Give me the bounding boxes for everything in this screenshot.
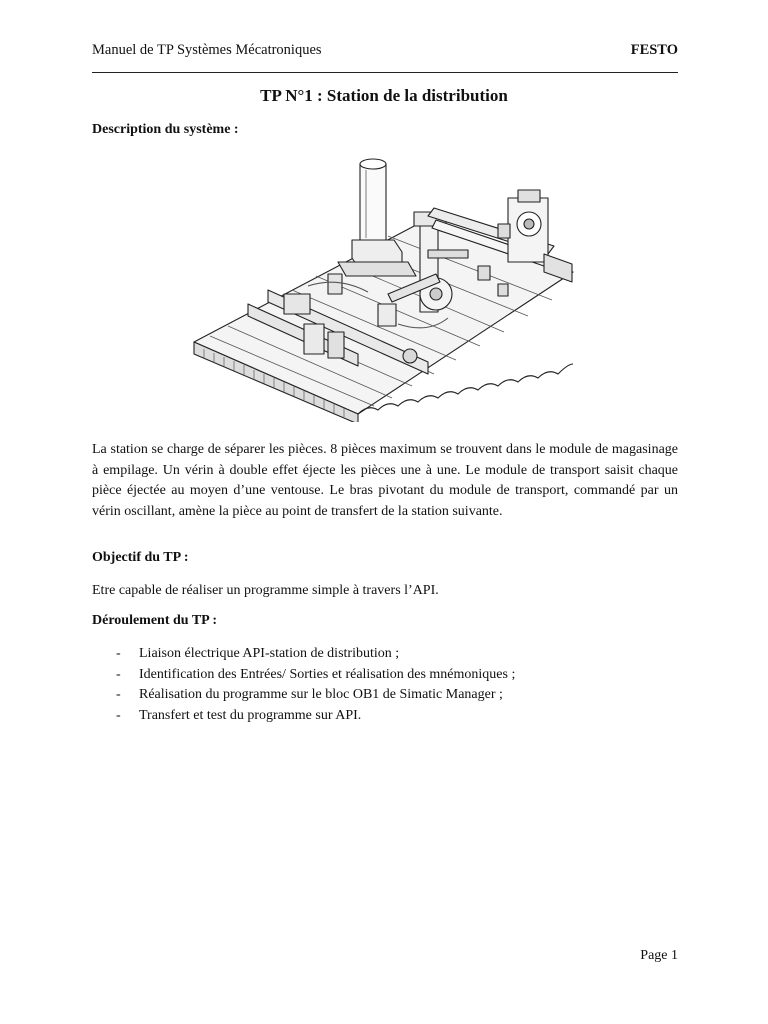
objective-paragraph: Etre capable de réaliser un programme simple à travers l’API. [92, 583, 439, 598]
page-header [92, 42, 678, 73]
list-item [92, 685, 515, 706]
procedure-list [92, 644, 515, 726]
document-title: TP N°1 : Station de la distribution [260, 86, 508, 105]
list-dash: - [116, 666, 121, 682]
list-item-text: Réalisation du programme sur le bloc OB1 de Simatic Manager ; [139, 687, 503, 702]
list-dash: - [116, 687, 121, 702]
list-item [92, 644, 515, 665]
list-item-text: Transfert et test du programme sur API. [139, 707, 362, 723]
header-title: Manuel de TP Systèmes Mécatroniques [92, 42, 322, 58]
list-item [92, 706, 515, 727]
page-number: Page 1 [640, 948, 678, 963]
list-dash: - [116, 707, 121, 723]
list-dash: - [116, 646, 121, 661]
distribution-station-illustration [188, 154, 578, 422]
description-paragraph: La station se charge de séparer les pièces. 8 pièces maximum se trouvent dans le module de magasinage à empilage. Un vérin à double effet éjecte les pièces une à une. Le module de transport saisit chaque pièce éjectée au moyen d’une ventouse. Le bras pivotant du module de transport, commandé par un vérin oscillant, amène la pièce au point de transfert de la station suivante. [92, 442, 678, 519]
procedure-heading: Déroulement du TP : [92, 613, 218, 628]
header-brand: FESTO [630, 42, 678, 58]
description-heading: Description du système : [92, 122, 239, 137]
list-item-text: Liaison électrique API-station de distribution ; [139, 646, 400, 661]
list-item-text: Identification des Entrées/ Sorties et réalisation des mnémoniques ; [139, 666, 516, 682]
list-item [92, 665, 515, 686]
objective-heading: Objectif du TP : [92, 550, 189, 565]
